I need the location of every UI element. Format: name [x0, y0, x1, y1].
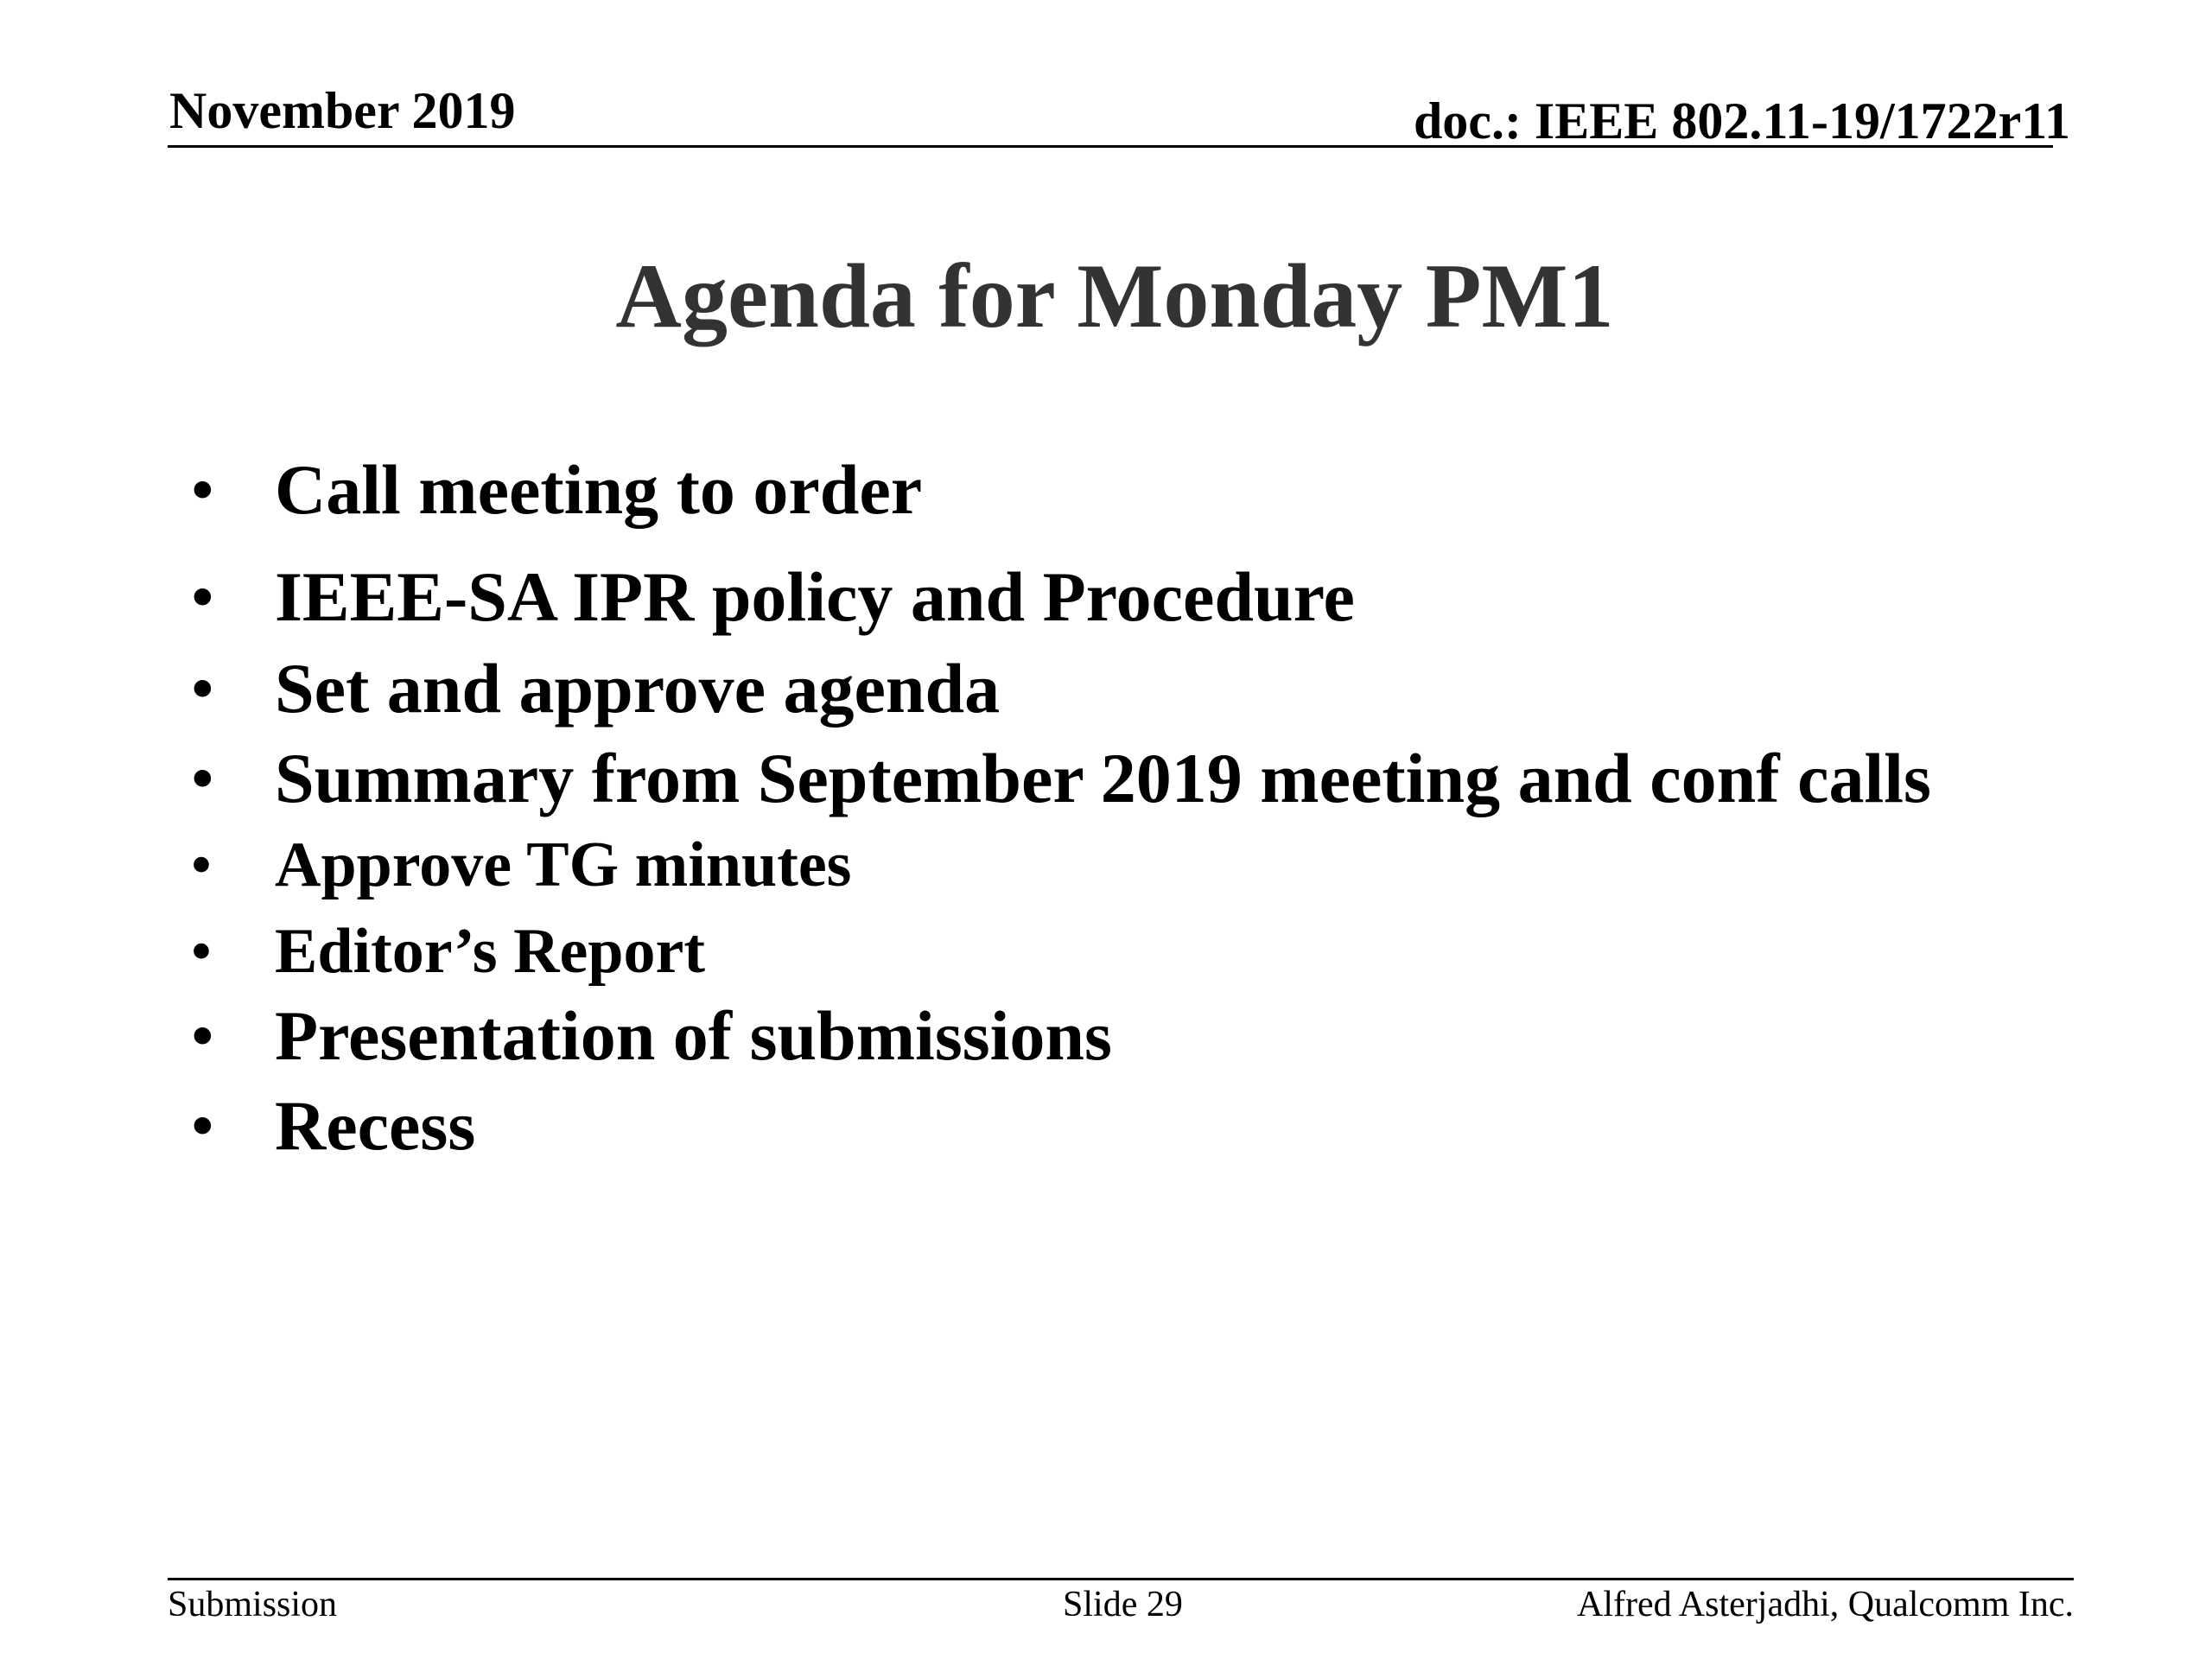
agenda-item	[190, 830, 852, 900]
bullet-icon: •	[190, 1086, 215, 1165]
agenda-item-text: Editor’s Report	[275, 916, 706, 987]
footer-divider	[168, 1578, 2074, 1580]
bullet-icon: •	[190, 557, 215, 636]
agenda-item	[190, 557, 1355, 636]
header-date: November 2019	[169, 82, 516, 139]
agenda-item-text: Set and approve agenda	[275, 649, 1001, 728]
footer-submission: Submission	[168, 1585, 338, 1624]
footer-slide-number: Slide 29	[1063, 1585, 1183, 1624]
footer-author: Alfred Asterjadhi, Qualcomm Inc.	[1577, 1585, 2074, 1624]
agenda-item	[190, 649, 1001, 728]
agenda-item-text: Summary from September 2019 meeting and conf calls	[275, 739, 1931, 817]
agenda-item	[190, 739, 1931, 817]
header-doc-id: doc.: IEEE 802.11-19/1722r11	[1413, 92, 2070, 149]
agenda-item	[190, 996, 1112, 1075]
bullet-icon: •	[190, 996, 215, 1075]
agenda-item-text: Approve TG minutes	[275, 830, 852, 900]
bullet-icon: •	[190, 830, 213, 900]
bullet-icon: •	[190, 649, 215, 728]
agenda-item-text: Recess	[275, 1086, 476, 1165]
agenda-item-text: Presentation of submissions	[275, 996, 1112, 1075]
slide-title: Agenda for Monday PM1	[615, 245, 1614, 346]
bullet-icon: •	[190, 916, 213, 987]
agenda-item-text: Call meeting to order	[275, 450, 923, 529]
agenda-item	[190, 916, 706, 987]
agenda-item	[190, 1086, 476, 1165]
agenda-item-text: IEEE-SA IPR policy and Procedure	[275, 557, 1355, 636]
bullet-icon: •	[190, 739, 215, 817]
bullet-icon: •	[190, 450, 215, 529]
agenda-item	[190, 450, 923, 529]
